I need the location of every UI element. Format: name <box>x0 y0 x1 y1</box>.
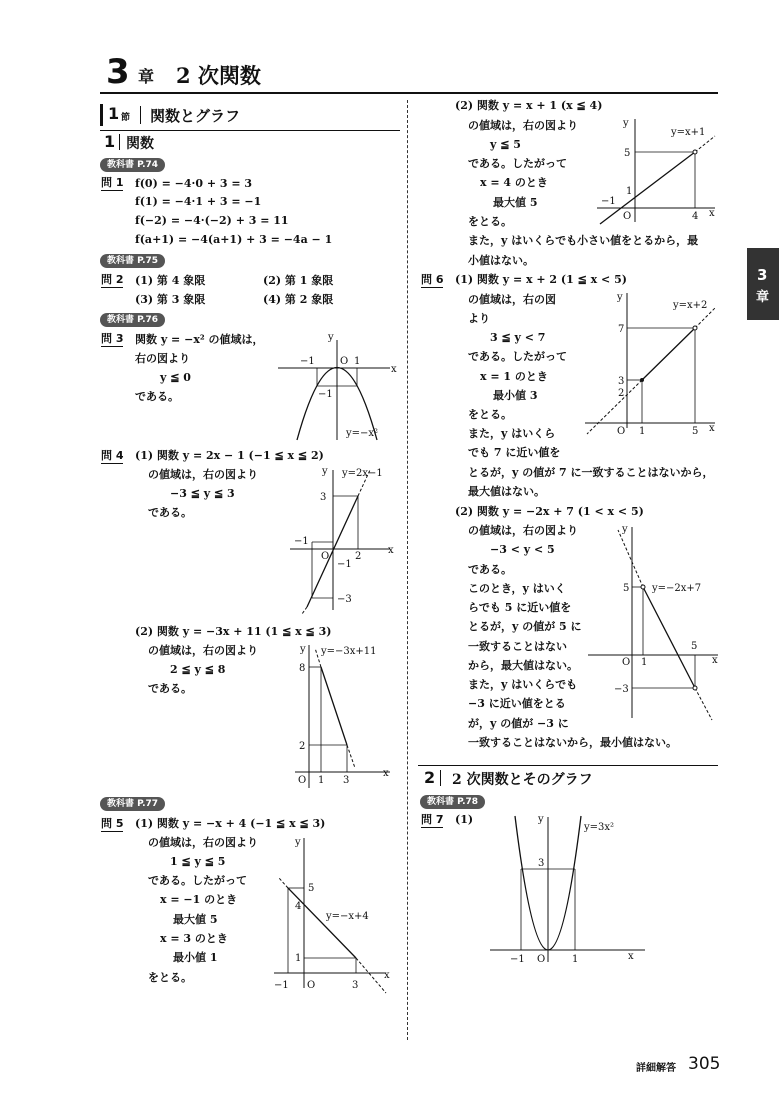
question-label: 問 4 <box>101 449 124 462</box>
tick-label: 5 <box>691 641 698 652</box>
subsection-number: 2 <box>424 768 436 787</box>
origin-label: O <box>617 426 626 437</box>
axis-label-x: x <box>384 970 390 981</box>
q6-line: x = 1 のとき <box>480 370 548 383</box>
graph-q3 <box>278 330 398 440</box>
q6-line: 3 ≦ y < 7 <box>490 331 546 344</box>
q3-line: である。 <box>135 390 179 403</box>
textbook-tag: 教科書 P.77 <box>100 797 165 811</box>
tick-label: 1 <box>626 186 633 197</box>
tick-label: −1 <box>274 980 289 991</box>
section-title: 関数とグラフ <box>150 107 241 125</box>
textbook-tag: 教科書 P.78 <box>420 795 485 809</box>
graph-line <box>288 888 356 958</box>
tick-label: −3 <box>337 594 352 605</box>
tick-label: 1 <box>318 775 325 786</box>
q6-line: このとき，y はいく <box>468 582 566 595</box>
q6-line: 最小値 3 <box>493 389 538 402</box>
q5b-line: 小値はない。 <box>468 254 534 267</box>
q5-line: である。したがって <box>148 874 247 887</box>
textbook-tag: 教科書 P.76 <box>100 313 165 327</box>
graph-q6-1 <box>585 288 720 438</box>
q5b-line: また，y はいくらでも小さい値をとるから，最 <box>468 234 699 247</box>
q2-answer: (2) 第 1 象限 <box>263 274 334 287</box>
q6-line: をとる。 <box>468 408 512 421</box>
tick-label: −1 <box>510 954 525 965</box>
origin-label: O <box>537 954 546 965</box>
side-tab-label: 章 <box>756 290 770 305</box>
question-label: 問 1 <box>101 176 124 189</box>
subsection-rule <box>418 765 718 766</box>
q6-line: 一致することはない <box>468 640 567 653</box>
question-label: 問 3 <box>101 332 124 345</box>
subsection-title: 2 次関数とそのグラフ <box>452 772 593 788</box>
axis-label-y: y <box>322 466 328 477</box>
q5-line: 最小値 1 <box>173 951 218 964</box>
curve-label: y=−x² <box>346 428 379 439</box>
q6-line: らでも 5 に近い値を <box>468 601 572 614</box>
q6-line: が，y の値が −3 に <box>468 717 569 730</box>
subsection-title: 関数 <box>126 136 154 152</box>
footer-label: 詳細解答 <box>636 1063 676 1074</box>
q7-part: (1) <box>455 813 474 826</box>
chapter-side-tab <box>747 248 779 320</box>
q5b-line: 最大値 5 <box>493 196 538 209</box>
tick-label: 8 <box>299 663 306 674</box>
tick-label: 5 <box>308 883 315 894</box>
q6-line: の値域は，右の図より <box>468 524 578 537</box>
q6-line: (1) 関数 y = x + 2 (1 ≦ x < 5) <box>455 273 627 286</box>
tick-label: 3 <box>320 492 327 503</box>
section-number: 1 <box>108 104 120 123</box>
tick-label: 2 <box>618 388 625 399</box>
tick-label: −1 <box>294 536 309 547</box>
q5-line: x = 3 のとき <box>160 932 228 945</box>
q3-line: 関数 y = −x² の値域は， <box>135 333 264 346</box>
tick-label: 2 <box>299 741 306 752</box>
q6-line: とるが，y の値が 5 に <box>468 620 582 633</box>
textbook-tag: 教科書 P.74 <box>100 158 165 172</box>
q4-line: 2 ≦ y ≦ 8 <box>170 663 226 676</box>
q4-line: の値域は，右の図より <box>148 644 258 657</box>
graph-line <box>600 152 695 224</box>
q6-line: −3 < y < 5 <box>490 543 555 556</box>
q5-line: の値域は，右の図より <box>148 836 258 849</box>
graph-line <box>321 667 347 745</box>
chapter-label: 章 <box>138 67 155 86</box>
question-label: 問 5 <box>101 817 124 830</box>
axis-label-y: y <box>622 524 628 535</box>
page-number: 305 <box>688 1054 721 1074</box>
q6-line: とるが，y の値が 7 に一致することはないから， <box>468 466 714 479</box>
q5b-line: y ≦ 5 <box>490 138 521 151</box>
tick-label: −1 <box>601 196 616 207</box>
axis-label-x: x <box>709 423 715 434</box>
axis-label-x: x <box>628 951 634 962</box>
tick-label: 1 <box>639 426 646 437</box>
q6-line: より <box>468 312 490 325</box>
q5b-line: の値域は，右の図より <box>468 119 578 132</box>
q3-line: 右の図より <box>135 352 190 365</box>
tick-label: 5 <box>624 148 631 159</box>
q1-line: f(0) = −4·0 + 3 = 3 <box>135 177 253 190</box>
column-divider <box>407 100 408 1040</box>
origin-label: O <box>307 980 316 991</box>
q4-line: −3 ≦ y ≦ 3 <box>170 487 235 500</box>
origin-label: O <box>321 551 330 562</box>
line-label: y=−2x+7 <box>652 583 702 594</box>
q5-line: (1) 関数 y = −x + 4 (−1 ≦ x ≦ 3) <box>135 817 326 830</box>
tick-label: 7 <box>618 324 625 335</box>
q4-line: である。 <box>148 682 192 695</box>
question-label: 問 6 <box>421 273 444 286</box>
graph-q5-2 <box>597 114 717 224</box>
axis-label-x: x <box>388 545 394 556</box>
graph-q4-1 <box>290 462 400 612</box>
curve-label: y=3x² <box>584 822 615 833</box>
axis-label-y: y <box>295 837 301 848</box>
q6-line: である。 <box>468 563 512 576</box>
line-label: y=x+1 <box>671 127 706 138</box>
origin-label: O <box>623 211 632 222</box>
origin-label: O <box>622 657 631 668</box>
line-label: y=−3x+11 <box>321 646 377 657</box>
q6-line: から，最大値はない。 <box>468 659 578 672</box>
tick-label: 3 <box>618 376 625 387</box>
q6-line: の値域は，右の図 <box>468 293 556 306</box>
axis-label-y: y <box>617 292 623 303</box>
tick-label: 5 <box>692 426 699 437</box>
tick-label: −1 <box>300 356 315 367</box>
line-label: y=2x−1 <box>342 468 383 479</box>
graph-q4-2 <box>295 640 395 790</box>
graph-line <box>642 328 695 380</box>
question-label: 問 7 <box>421 813 444 826</box>
q4-line: (2) 関数 y = −3x + 11 (1 ≦ x ≦ 3) <box>135 625 332 638</box>
q5-line: 最大値 5 <box>173 913 218 926</box>
q1-line: f(−2) = −4·(−2) + 3 = 11 <box>135 214 289 227</box>
q6-line: また，y はいくらでも <box>468 678 578 691</box>
tick-label: 1 <box>641 657 648 668</box>
tick-label: 4 <box>295 901 302 912</box>
q1-line: f(a+1) = −4(a+1) + 3 = −4a − 1 <box>135 233 333 246</box>
tick-label: 1 <box>354 356 361 367</box>
q4-line: (1) 関数 y = 2x − 1 (−1 ≦ x ≦ 2) <box>135 449 324 462</box>
q5b-line: (2) 関数 y = x + 1 (x ≦ 4) <box>455 99 603 112</box>
subsection-rule <box>100 130 400 131</box>
axis-label-y: y <box>623 118 629 129</box>
tick-label: 5 <box>623 583 630 594</box>
axis-label-x: x <box>709 208 715 219</box>
chapter-rule <box>100 92 718 94</box>
q5-line: 1 ≦ y ≦ 5 <box>170 855 226 868</box>
tick-label: 3 <box>343 775 350 786</box>
axis-label-y: y <box>300 644 306 655</box>
tick-label: 1 <box>572 954 579 965</box>
tick-label: 4 <box>692 211 699 222</box>
section-sep <box>140 106 141 124</box>
q5-line: x = −1 のとき <box>160 893 238 906</box>
tick-label: 3 <box>538 858 545 869</box>
q1-line: f(1) = −4·1 + 3 = −1 <box>135 195 262 208</box>
q5-line: をとる。 <box>148 971 192 984</box>
tick-label: −1 <box>318 389 333 400</box>
q2-answer: (1) 第 4 象限 <box>135 274 206 287</box>
tick-label: 1 <box>295 953 302 964</box>
axis-label-x: x <box>383 768 389 779</box>
tick-label: −1 <box>337 559 352 570</box>
tick-label: 3 <box>352 980 359 991</box>
tick-label: 2 <box>355 551 362 562</box>
q5b-line: をとる。 <box>468 215 512 228</box>
q2-answer: (4) 第 2 象限 <box>263 293 334 306</box>
q6-line: また，y はいくら <box>468 427 556 440</box>
q4-line: の値域は，右の図より <box>148 468 258 481</box>
q4-line: である。 <box>148 506 192 519</box>
question-label: 問 2 <box>101 273 124 286</box>
line-label: y=−x+4 <box>326 911 369 922</box>
subsection-sep <box>119 134 120 150</box>
subsection-sep <box>440 770 441 786</box>
q6-line: 一致することはないから，最小値はない。 <box>468 736 677 749</box>
axis-label-x: x <box>712 655 718 666</box>
chapter-number: 3 <box>106 52 130 92</box>
q6-line: でも 7 に近い値を <box>468 446 561 459</box>
q3-line: y ≦ 0 <box>160 371 191 384</box>
axis-label-y: y <box>328 332 334 343</box>
q2-answer: (3) 第 3 象限 <box>135 293 206 306</box>
subsection-number: 1 <box>104 132 116 151</box>
graph-q6-2 <box>588 522 723 722</box>
q6-line: 最大値はない。 <box>468 485 545 498</box>
axis-label-x: x <box>391 364 397 375</box>
section-heading <box>100 104 103 126</box>
origin-label: O <box>340 356 349 367</box>
origin-label: O <box>298 775 307 786</box>
tick-label: −3 <box>614 684 629 695</box>
q6-line: −3 に近い値をとる <box>468 697 566 710</box>
q6-line: である。したがって <box>468 350 567 363</box>
section-label: 節 <box>121 113 131 123</box>
graph-q7 <box>490 812 660 967</box>
textbook-tag: 教科書 P.75 <box>100 254 165 268</box>
line-label: y=x+2 <box>673 300 708 311</box>
graph-q5-1 <box>274 833 394 993</box>
q6-line: (2) 関数 y = −2x + 7 (1 < x < 5) <box>455 505 644 518</box>
q5b-line: である。したがって <box>468 157 567 170</box>
chapter-title: 2 次関数 <box>176 63 261 88</box>
side-tab-number: 3 <box>757 266 768 284</box>
graph-line <box>643 587 698 688</box>
q5b-line: x = 4 のとき <box>480 176 548 189</box>
axis-label-y: y <box>538 814 544 825</box>
